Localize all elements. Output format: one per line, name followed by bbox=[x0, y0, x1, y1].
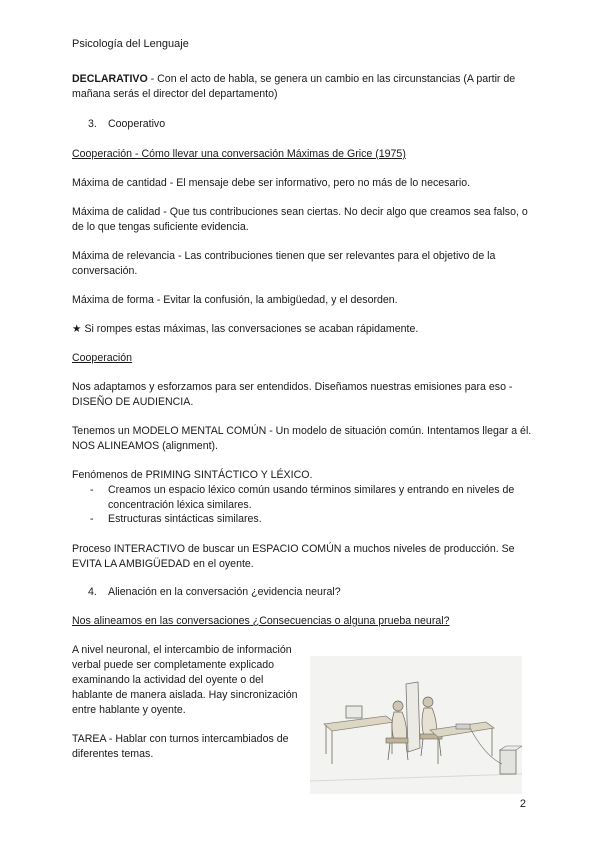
cooperacion2-heading: Cooperación bbox=[72, 352, 133, 364]
proceso-paragraph: Proceso INTERACTIVO de buscar un ESPACIO COMÚN a muchos niveles de producción. Se EVITA LA AMBIGÜEDAD en el oyente. bbox=[72, 543, 515, 570]
alineamos-heading: Nos alineamos en las conversaciones ¿Consecuencias o alguna prueba neural? bbox=[72, 615, 450, 627]
maxima-calidad: Máxima de calidad - Que tus contribuciones sean ciertas. No decir algo que creamos sea falso, o de lo que tengas suficiente evidencia. bbox=[72, 206, 528, 233]
experiment-illustration bbox=[310, 656, 522, 794]
list-item bbox=[0, 512, 600, 527]
modelo-paragraph: Tenemos un MODELO MENTAL COMÚN - Un modelo de situación común. Intentamos llegar a él. NOS ALINEAMOS (alignment). bbox=[72, 425, 532, 452]
tarea-paragraph: TAREA - Hablar con turnos intercambiados de diferentes temas. bbox=[72, 733, 289, 760]
page-header: Psicología del Lenguaje bbox=[72, 38, 189, 50]
bullet-marker: - bbox=[90, 484, 94, 496]
item-label: Alienación en la conversación ¿evidencia neural? bbox=[108, 586, 341, 598]
star-note: ★ Si rompes estas máximas, las conversaciones se acaban rápidamente. bbox=[72, 323, 419, 335]
cooperacion-heading: Cooperación - Cómo llevar una conversación Máximas de Grice (1975) bbox=[72, 148, 406, 160]
neuronal-paragraph: A nivel neuronal, el intercambio de información verbal puede ser completamente explicado examinando la actividad del oyente o del hablante de manera aislada. Hay sincronización entre hablante y oyente. bbox=[72, 644, 298, 716]
numbered-item-4 bbox=[0, 585, 600, 600]
numbered-item-3 bbox=[0, 117, 600, 132]
declarativo-text: - Con el acto de habla, se genera un cambio en las circunstancias (A partir de mañana serás el director del departamento) bbox=[72, 73, 516, 100]
maxima-relevancia: Máxima de relevancia - Las contribuciones tienen que ser relevantes para el objetivo de la conversación. bbox=[72, 250, 496, 277]
bullet-text: Creamos un espacio léxico común usando términos similares y entrando en niveles de concentración léxica similares. bbox=[108, 484, 515, 511]
audiencia-paragraph: Nos adaptamos y esforzamos para ser entendidos. Diseñamos nuestras emisiones para eso - DISEÑO DE AUDIENCIA. bbox=[72, 381, 513, 408]
list-item bbox=[0, 483, 600, 513]
priming-heading: Fenómenos de PRIMING SINTÁCTICO Y LÉXICO. bbox=[72, 469, 313, 481]
maxima-cantidad: Máxima de cantidad - El mensaje debe ser informativo, pero no más de lo necesario. bbox=[72, 177, 471, 189]
maxima-forma: Máxima de forma - Evitar la confusión, la ambigüedad, y el desorden. bbox=[72, 294, 398, 306]
bullet-text: Estructuras sintácticas similares. bbox=[108, 513, 262, 525]
declarativo-term: DECLARATIVO bbox=[72, 73, 148, 85]
declarativo-paragraph bbox=[72, 72, 532, 102]
item-label: Cooperativo bbox=[108, 118, 166, 130]
page-number: 2 bbox=[519, 798, 526, 810]
speaker-listener-drawing bbox=[310, 656, 522, 794]
item-number: 4. bbox=[88, 586, 97, 598]
bullet-marker: - bbox=[90, 513, 94, 525]
item-number: 3. bbox=[88, 118, 97, 130]
